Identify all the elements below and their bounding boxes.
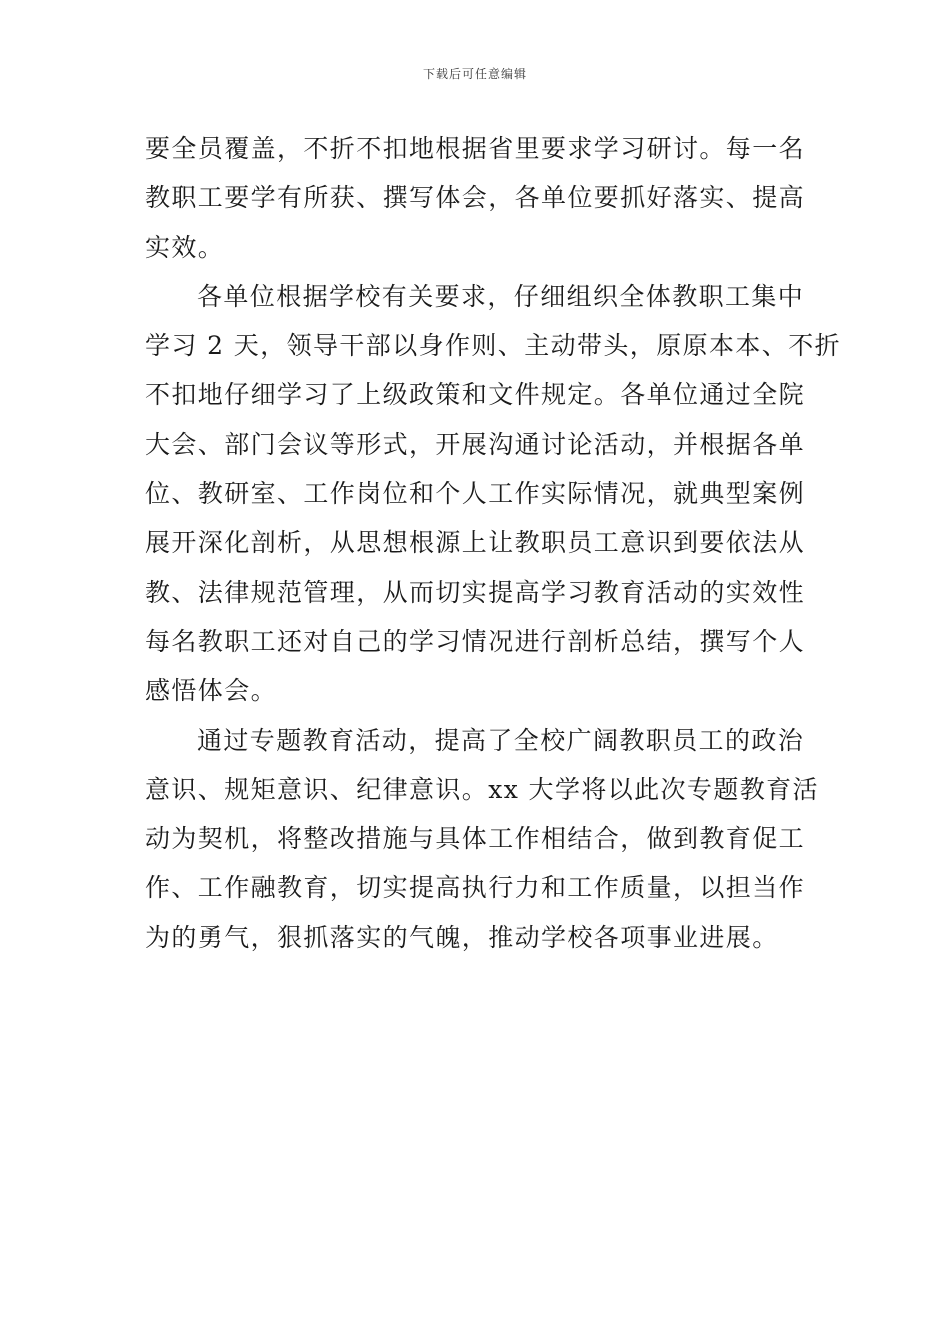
document-body: [145, 124, 842, 962]
text-line: 不扣地仔细学习了上级政策和文件规定。各单位通过全院: [145, 380, 806, 410]
text-line: 要全员覆盖，不折不扣地根据省里要求学习研讨。每一名: [145, 134, 806, 163]
text-line: 作、工作融教育，切实提高执行力和工作质量，以担当作: [145, 873, 806, 903]
text-line: 教职工要学有所获、撰写体会，各单位要抓好落实、提高: [145, 183, 806, 213]
text-line: 每名教职工还对自己的学习情况进行剖析总结，撰写个人: [145, 626, 806, 656]
text-line: 意识、规矩意识、纪律意识。xx 大学将以此次专题教育活: [145, 774, 819, 804]
text-line: 展开深化剖析，从思想根源上让教职员工意识到要依法从: [145, 528, 806, 558]
text-line: 为的勇气，狠抓落实的气魄，推动学校各项事业进展。: [145, 922, 779, 952]
text-line: 位、教研室、工作岗位和个人工作实际情况，就典型案例: [145, 479, 806, 509]
text-line: 动为契机，将整改措施与具体工作相结合，做到教育促工: [145, 824, 806, 854]
paragraph-1: [145, 124, 810, 272]
text-line: 通过专题教育活动，提高了全校广阔教职员工的政治: [197, 725, 805, 755]
paragraph-2: [145, 272, 842, 716]
text-line: 学习 2 天，领导干部以身作则、主动带头，原原本本、不折: [145, 331, 842, 361]
page-header: 下载后可任意编辑: [422, 67, 527, 81]
text-line: 各单位根据学校有关要求，仔细组织全体教职工集中: [197, 281, 805, 311]
text-line: 实效。: [145, 232, 225, 262]
text-line: 感悟体会。: [145, 676, 278, 706]
paragraph-3: [145, 716, 819, 962]
text-line: 大会、部门会议等形式，开展沟通讨论活动，并根据各单: [145, 429, 806, 459]
text-line: 教、法律规范管理，从而切实提高学习教育活动的实效性: [145, 577, 806, 607]
